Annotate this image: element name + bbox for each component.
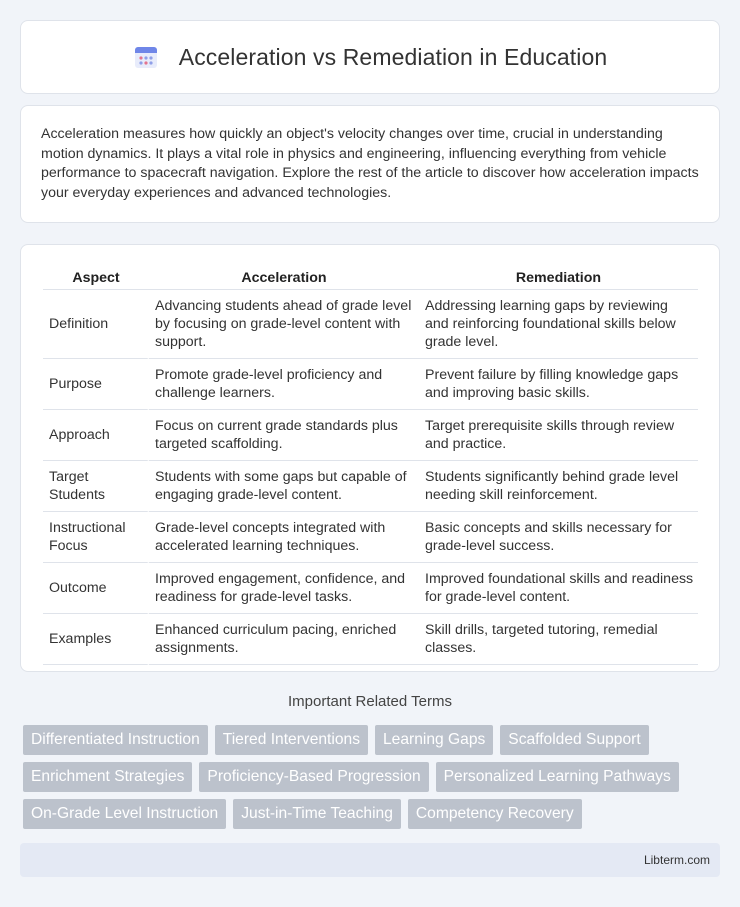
table-row	[43, 563, 698, 614]
aspect-cell: Definition	[43, 290, 149, 359]
table-row	[43, 614, 698, 665]
related-term-tag[interactable]: Learning Gaps	[375, 725, 493, 755]
header-acceleration: Acceleration	[149, 266, 419, 290]
remediation-cell: Target prerequisite skills through review and practice.	[419, 410, 698, 461]
acceleration-cell: Students with some gaps but capable of engaging grade-level content.	[149, 461, 419, 512]
related-term-tag[interactable]: Enrichment Strategies	[23, 762, 192, 792]
calendar-icon	[133, 44, 159, 70]
table-row	[43, 290, 698, 359]
aspect-cell: Purpose	[43, 359, 149, 410]
remediation-cell: Addressing learning gaps by reviewing and reinforcing foundational skills below grade level.	[419, 290, 698, 359]
footer-site-link[interactable]: Libterm.com	[643, 853, 710, 867]
footer	[20, 843, 720, 877]
aspect-cell: Target Students	[43, 461, 149, 512]
remediation-cell: Prevent failure by filling knowledge gaps and improving basic skills.	[419, 359, 698, 410]
related-terms-list	[23, 725, 713, 829]
page-title: Acceleration vs Remediation in Education	[178, 43, 608, 70]
related-term-tag[interactable]: Scaffolded Support	[500, 725, 648, 755]
related-term-tag[interactable]: Tiered Interventions	[215, 725, 368, 755]
intro-text: Acceleration measures how quickly an object's velocity changes over time, crucial in understanding motion dynamics. It plays a vital role in physics and engineering, influencing everything from vehicle performance to spacecraft navigation. Explore the rest of the article to discover how acceleration impacts your everyday experiences and advanced technologies.	[41, 126, 699, 201]
remediation-cell: Skill drills, targeted tutoring, remedial classes.	[419, 614, 698, 665]
acceleration-cell: Enhanced curriculum pacing, enriched assignments.	[149, 614, 419, 665]
aspect-cell: Instructional Focus	[43, 512, 149, 563]
table-row	[43, 410, 698, 461]
remediation-cell: Improved foundational skills and readiness for grade-level content.	[419, 563, 698, 614]
acceleration-cell: Grade-level concepts integrated with accelerated learning techniques.	[149, 512, 419, 563]
aspect-cell: Examples	[43, 614, 149, 665]
table-row	[43, 359, 698, 410]
table-row	[43, 512, 698, 563]
table-header-row	[43, 266, 698, 290]
comparison-table-card	[20, 244, 720, 672]
acceleration-cell: Improved engagement, confidence, and readiness for grade-level tasks.	[149, 563, 419, 614]
remediation-cell: Students significantly behind grade level needing skill reinforcement.	[419, 461, 698, 512]
acceleration-cell: Focus on current grade standards plus targeted scaffolding.	[149, 410, 419, 461]
aspect-cell: Outcome	[43, 563, 149, 614]
related-term-tag[interactable]: Competency Recovery	[408, 799, 582, 829]
header-remediation: Remediation	[419, 266, 698, 290]
related-term-tag[interactable]: Differentiated Instruction	[23, 725, 208, 755]
acceleration-cell: Advancing students ahead of grade level by focusing on grade-level content with support.	[149, 290, 419, 359]
comparison-table	[43, 266, 698, 665]
remediation-cell: Basic concepts and skills necessary for grade-level success.	[419, 512, 698, 563]
related-terms-title: Important Related Terms	[288, 693, 452, 710]
related-term-tag[interactable]: On-Grade Level Instruction	[23, 799, 226, 829]
related-term-tag[interactable]: Just-in-Time Teaching	[233, 799, 401, 829]
header-aspect: Aspect	[43, 266, 149, 290]
table-row	[43, 461, 698, 512]
intro-card	[20, 105, 720, 223]
aspect-cell: Approach	[43, 410, 149, 461]
header-card	[20, 20, 720, 94]
acceleration-cell: Promote grade-level proficiency and challenge learners.	[149, 359, 419, 410]
related-term-tag[interactable]: Proficiency-Based Progression	[199, 762, 428, 792]
related-term-tag[interactable]: Personalized Learning Pathways	[436, 762, 679, 792]
